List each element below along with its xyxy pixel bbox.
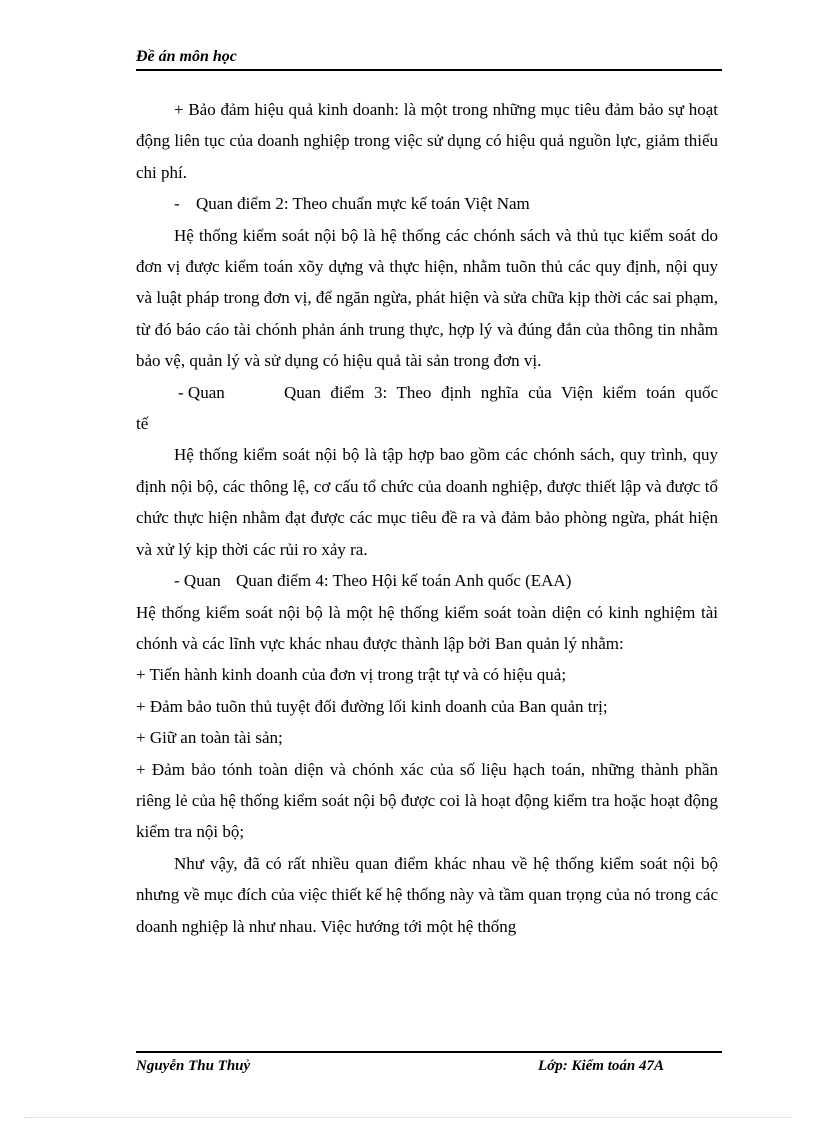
paragraph-conclusion: Như vậy, đã có rất nhiều quan điểm khác nhau về hệ thống kiểm soát nội bộ nhưng về mục đích của việc thiết kế hệ thống này và tầm quan trọng của nó trong các doanh nghiệp là như nhau. Việc hướng tới một hệ thống xyxy=(136,853,718,936)
view-2-heading xyxy=(136,188,718,219)
page-bottom-border xyxy=(24,1117,792,1118)
paragraph-view-3: Hệ thống kiểm soát nội bộ là tập hợp bao gồm các chónh sách, quy trình, quy định nội bộ, các thông lệ, cơ cấu tổ chức của doanh nghiệp, được thiết lập và được tổ chức thực hiện nhằm đạt được các mục tiêu đề ra và đảm bảo phòng ngừa, phát hiện và xử lý kịp thời các rủi ro xảy ra. xyxy=(136,445,718,559)
view-4-heading xyxy=(136,565,718,596)
view-3-heading xyxy=(136,377,718,408)
view-4-text: Quan điểm 4: Theo Hội kế toán Anh quốc (EAA) xyxy=(236,571,572,591)
view-4-prefix: - Quan xyxy=(174,571,221,591)
list-item: + Giữ an toàn tài sản; xyxy=(136,728,283,748)
view-2-dash: - xyxy=(174,194,180,214)
view-3-text-cont: tế xyxy=(136,414,149,434)
view-2-text: Quan điểm 2: Theo chuẩn mực kế toán Việt Nam xyxy=(196,194,530,214)
footer-author: Nguyễn Thu Thuỷ xyxy=(136,1058,251,1074)
list-item: + Đảm bảo tuõn thủ tuyệt đối đường lối kinh doanh của Ban quản trị; xyxy=(136,696,608,716)
page-header-title: Đề án môn học xyxy=(136,48,237,65)
footer-class: Lớp: Kiểm toán 47A xyxy=(538,1058,664,1074)
paragraph-view-2: Hệ thống kiểm soát nội bộ là hệ thống các chónh sách và thủ tục kiểm soát do đơn vị được kiểm toán xõy dựng và thực hiện, nhằm tuõn thủ các quy định, nội quy và luật pháp trong đơn vị, để ngăn ngừa, phát hiện và sửa chữa kịp thời các sai phạm, từ đó báo cáo tài chónh phản ánh trung thực, hợp lý và đúng đắn của thông tin nhằm bảo vệ, quản lý và sử dụng có hiệu quả tài sản trong đơn vị. xyxy=(136,225,718,371)
footer-rule xyxy=(136,1051,722,1053)
paragraph-view-4: Hệ thống kiểm soát nội bộ là một hệ thống kiểm soát toàn diện có kinh nghiệm tài chónh và các lĩnh vực khác nhau được thành lập bởi Ban quản lý nhằm: xyxy=(136,602,718,653)
document-body xyxy=(136,94,718,942)
view-3-text: Quan điểm 3: Theo định nghĩa của Viện kiểm toán quốc xyxy=(284,382,718,402)
header-rule xyxy=(136,69,722,71)
paragraph-business-efficiency: + Bảo đảm hiệu quả kinh doanh: là một trong những mục tiêu đảm bảo sự hoạt động liên tục của doanh nghiệp trong việc sử dụng có hiệu quả nguồn lực, giảm thiểu chi phí. xyxy=(136,100,718,182)
list-item: + Đảm bảo tónh toàn diện và chónh xác của số liệu hạch toán, những thành phần riêng lẻ của hệ thống kiểm soát nội bộ được coi là hoạt động kiểm tra hoặc hoạt động kiểm tra nội bộ; xyxy=(136,759,718,842)
list-item: + Tiến hành kinh doanh của đơn vị trong trật tự và có hiệu quả; xyxy=(136,665,567,685)
view-3-prefix: - Quan xyxy=(178,382,225,402)
